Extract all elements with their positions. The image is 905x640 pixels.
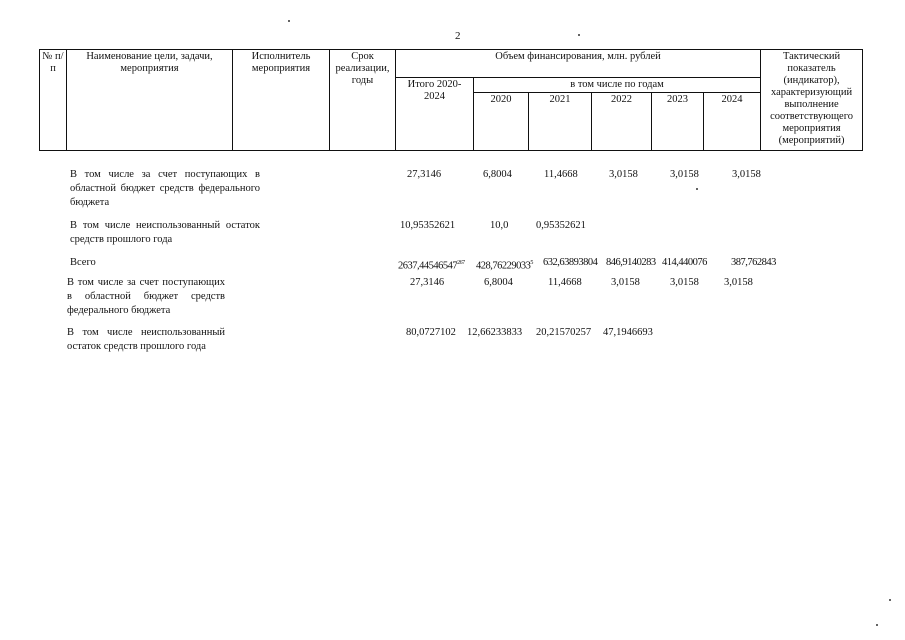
table-header xyxy=(39,49,863,151)
header-year: 2024 xyxy=(704,93,761,151)
header-funding: Объем финансирования, млн. рублей xyxy=(396,50,761,78)
row-value: 10,0 xyxy=(490,220,509,231)
header-name: Наименование цели, задачи, мероприятия xyxy=(67,50,233,151)
row-value: 428,76229033$^5$ xyxy=(476,260,533,272)
row-value: 414,440076 xyxy=(662,257,707,268)
page-number: 2 xyxy=(455,30,461,42)
row-value: 20,21570257 xyxy=(536,327,592,338)
row-value: 12,66233833 xyxy=(467,327,523,338)
scan-speck xyxy=(876,624,878,626)
row-value: 6,8004 xyxy=(483,169,512,180)
row-label: В том числе неиспользованный остаток средств прошлого года xyxy=(67,327,225,352)
header-year: 2022 xyxy=(592,93,652,151)
row-label: Всего xyxy=(70,257,96,268)
row-label: В том числе за счет поступающих в областной бюджет средств федерального бюджета xyxy=(67,277,225,316)
header-by-years: в том числе по годам xyxy=(474,78,761,93)
header-term: Срок реализации, годы xyxy=(330,50,396,151)
header-year: 2023 xyxy=(652,93,704,151)
row-value: 3,0158 xyxy=(611,277,640,288)
row-value: 47,1946693 xyxy=(603,327,653,338)
row-value: 3,0158 xyxy=(670,169,699,180)
row-total: 27,3146 xyxy=(410,277,445,288)
row-value: 846,9140283 xyxy=(606,257,656,268)
scan-speck xyxy=(889,599,891,601)
header-year: 2021 xyxy=(529,93,592,151)
row-value: 632,63893804 xyxy=(543,257,598,268)
scan-speck xyxy=(288,20,290,22)
row-value: 3,0158 xyxy=(732,169,761,180)
row-label: В том числе неиспользованный остаток средств прошлого года xyxy=(70,220,260,245)
header-year: 2020 xyxy=(474,93,529,151)
header-executor: Исполнитель мероприятия xyxy=(233,50,330,151)
header-total: Итого 2020-2024 xyxy=(396,78,474,151)
row-total: 27,3146 xyxy=(407,169,442,180)
scan-speck xyxy=(696,188,698,190)
row-total: 2637,44546547$^{267}$ xyxy=(398,260,465,272)
row-value: 11,4668 xyxy=(548,277,582,288)
header-num: № п/п xyxy=(40,50,67,151)
row-value: 387,762843 xyxy=(731,257,776,268)
row-value: 3,0158 xyxy=(609,169,638,180)
row-label: В том числе за счет поступающих в областной бюджет средств федерального бюджета xyxy=(70,169,260,208)
row-value: 3,0158 xyxy=(670,277,699,288)
row-value: 0,95352621 xyxy=(536,220,586,231)
row-value: 6,8004 xyxy=(484,277,513,288)
row-value: 3,0158 xyxy=(724,277,753,288)
scan-speck xyxy=(578,34,580,36)
row-value: 11,4668 xyxy=(544,169,578,180)
row-total: 10,95352621 xyxy=(400,220,456,231)
row-total: 80,0727102 xyxy=(406,327,456,338)
header-indicator: Тактический показатель (индикатор), характеризующий выполнение соответствующего мероприятия (мероприятий) xyxy=(761,50,863,151)
